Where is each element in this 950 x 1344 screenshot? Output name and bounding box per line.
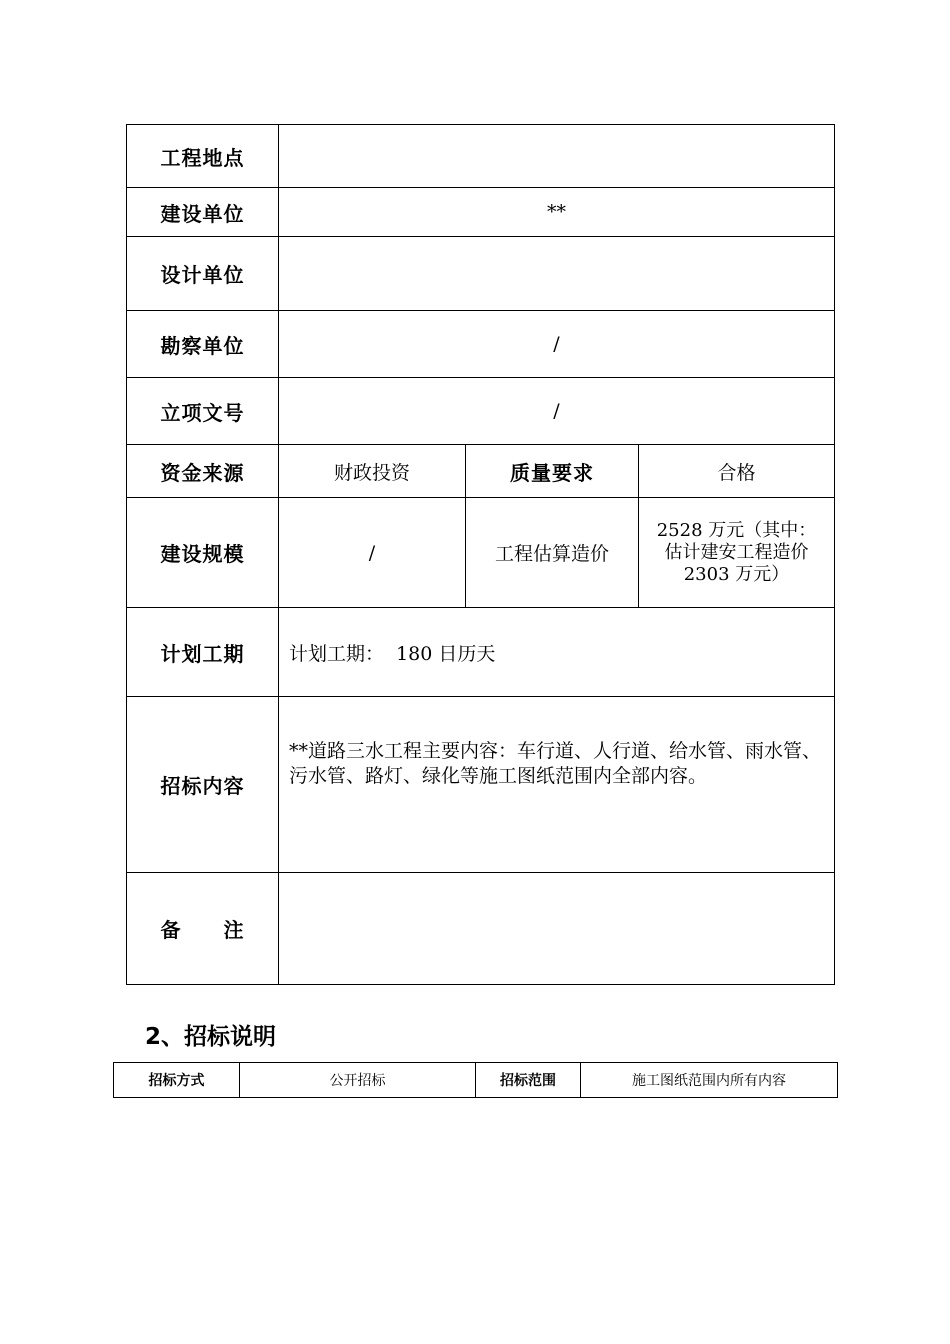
estimate-value: 2528 万元（其中：估计建安工程造价 2303 万元）: [639, 498, 835, 608]
row-owner: [127, 188, 835, 237]
designer-label: 设计单位: [127, 237, 279, 311]
period-value: 计划工期： 180 日历天: [279, 608, 835, 697]
quality-label: 质量要求: [466, 445, 639, 498]
scale-value: /: [279, 498, 466, 608]
location-label: 工程地点: [127, 125, 279, 188]
scope-label: 招标范围: [476, 1063, 581, 1098]
project-info-table: [126, 124, 835, 985]
estimate-label: 工程估算造价: [466, 498, 639, 608]
content-label: 招标内容: [127, 697, 279, 873]
section-heading: 2、招标说明: [145, 1024, 277, 1050]
scale-label: 建设规模: [127, 498, 279, 608]
content-value: **道路三水工程主要内容：车行道、人行道、给水管、雨水管、污水管、路灯、绿化等施工图纸范围内全部内容。: [279, 697, 835, 873]
remark-label-char2: 注: [223, 918, 245, 942]
fund-value: 财政投资: [279, 445, 466, 498]
remark-label: [127, 873, 279, 985]
quality-value: 合格: [639, 445, 835, 498]
approval-label: 立项文号: [127, 378, 279, 445]
designer-value: [279, 237, 835, 311]
owner-value: **: [279, 188, 835, 237]
method-value: 公开招标: [240, 1063, 476, 1098]
row-survey: [127, 311, 835, 378]
period-label: 计划工期: [127, 608, 279, 697]
row-scale-estimate: [127, 498, 835, 608]
owner-label: 建设单位: [127, 188, 279, 237]
fund-label: 资金来源: [127, 445, 279, 498]
row-content: [127, 697, 835, 873]
method-label: 招标方式: [114, 1063, 240, 1098]
scope-value: 施工图纸范围内所有内容: [581, 1063, 838, 1098]
bid-info-table: [113, 1062, 838, 1098]
row-bid: [114, 1063, 838, 1098]
survey-value: /: [279, 311, 835, 378]
location-value: [279, 125, 835, 188]
row-fund-quality: [127, 445, 835, 498]
approval-value: /: [279, 378, 835, 445]
row-period: [127, 608, 835, 697]
row-location: [127, 125, 835, 188]
remark-value: [279, 873, 835, 985]
survey-label: 勘察单位: [127, 311, 279, 378]
remark-label-char1: 备: [160, 918, 182, 942]
row-approval: [127, 378, 835, 445]
row-designer: [127, 237, 835, 311]
row-remark: [127, 873, 835, 985]
